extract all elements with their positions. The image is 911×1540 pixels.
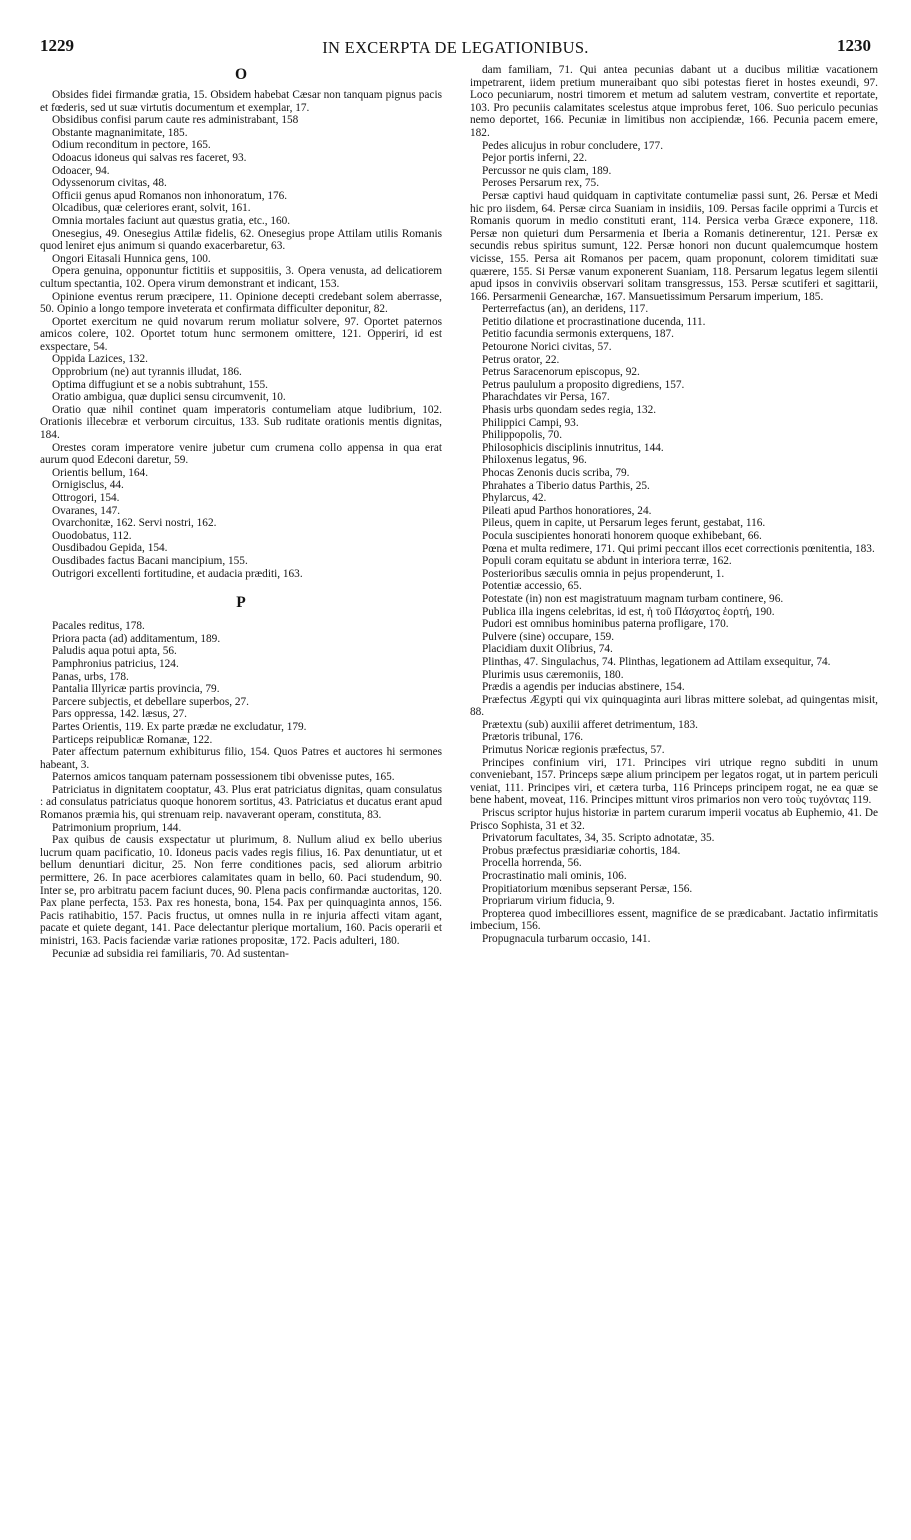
index-entry: Paternos amicos tanquam paternam possessionem tibi obvenisse putes, 165. xyxy=(52,771,395,784)
index-entry: Obsides fidei firmandæ gratia, 15. Obsidem habebat Cæsar non tanquam pignus pacis et fœderis, sed ut suæ virtutis documentum et exemplar, 17. xyxy=(40,89,442,114)
index-entry: dam familiam, 71. Qui antea pecunias dabant ut a ducibus militiæ vacationem impetrarent, iidem pretium muneraibant quo sibi potestas fieret in hostes exeundi, 97. Loco pecuniarum, nostri timorem et metum ad salutem vestram, convertite et reportate, 103. Pro pecuniis calamitates scelestus atque improbus feret, 106. Suo periculo pecunias nemo deportet, 166. Pecuniæ in limitibus non accipiendæ, 166. Pecunia pacem emere, 182. xyxy=(470,64,878,139)
index-entry: Philippici Campi, 93. xyxy=(482,416,579,429)
index-entry: Pocula suscipientes honorati honorem quoque exhibebant, 66. xyxy=(482,529,762,542)
section-letter-o: O xyxy=(234,66,248,83)
index-entry: Petrus paululum a proposito digrediens, 157. xyxy=(482,378,685,391)
index-entry: Patrimonium proprium, 144. xyxy=(52,821,182,834)
index-entry: Odyssenorum civitas, 48. xyxy=(52,177,167,190)
index-column-left xyxy=(40,64,442,1524)
index-entry: Propugnacula turbarum occasio, 141. xyxy=(482,932,651,945)
index-entry: Potentiæ accessio, 65. xyxy=(482,580,582,593)
index-entry: Orientis bellum, 164. xyxy=(52,466,149,479)
index-entry: Pudori est omnibus hominibus paterna profligare, 170. xyxy=(482,618,729,631)
index-entry: Perterrefactus (an), an deridens, 117. xyxy=(482,303,649,316)
index-entry: Persæ captivi haud quidquam in captivitate contumeliæ passi sunt, 26. Persæ et Medi hic pro iisdem, 64. Persæ circa Suaniam in insidiis, 109. Persas facile opprimi a Turcis et Romanis quorum in medio constituti erant, 114. Persica verba Græce exponere, 118. Persæ non quieturi dum Persarmenia et Iberia a Romanis detinerentur, 121. Persæ ex secundis rebus spiritus sumunt, 122. Persæ honori non ducunt qualemcumque hostem vicisse, 155. Persa ait Romanos per pacem, quam proponunt, colorem timiditati suæ quærere, 155. Si Persæ vanum exponerent Suaniam, 118. Persarum legatus legem silentii apud ipsos in conviviis observari solitam transgressus, 153. Persæ scutiferi et sagittarii, 166. Persarmenii Genearchæ, 167. Mansuetissimum Persarum imperium, 185. xyxy=(470,189,878,303)
index-entry: Ousdibades factus Bacani mancipium, 155. xyxy=(52,554,248,567)
index-entry: Ouodobatus, 112. xyxy=(52,529,132,542)
index-column-right xyxy=(470,64,878,1538)
index-entry: Percussor ne quis clam, 189. xyxy=(482,164,612,177)
index-entry: Primutus Noricæ regionis præfectus, 57. xyxy=(482,744,665,757)
page-number-right: 1230 xyxy=(837,36,871,55)
index-entry: Pecuniæ ad subsidia rei familiaris, 70. Ad sustentan- xyxy=(52,947,289,960)
index-entry: Particeps reipublicæ Romanæ, 122. xyxy=(52,733,213,746)
index-entry: Pamphronius patricius, 124. xyxy=(52,657,179,670)
index-entry: Oppida Lazices, 132. xyxy=(52,353,148,366)
index-entry: Optima diffugiunt et se a nobis subtrahunt, 155. xyxy=(52,378,268,391)
index-entry: Placidiam duxit Olibrius, 74. xyxy=(482,643,613,656)
index-entry: Pulvere (sine) occupare, 159. xyxy=(482,630,615,643)
index-entry: Petrus orator, 22. xyxy=(482,353,560,366)
index-entry: Petitio dilatione et procrastinatione ducenda, 111. xyxy=(482,315,706,328)
page-header xyxy=(40,36,871,60)
index-entry: Pharachdates vir Persa, 167. xyxy=(482,391,610,404)
index-entry: Pejor portis inferni, 22. xyxy=(482,152,588,165)
index-entry: Ongori Eitasali Hunnica gens, 100. xyxy=(52,252,211,265)
index-entry: Onesegius, 49. Onesegius Attilæ fidelis, 62. Onesegius prope Attilam utilis Romanis quod leniret ejus animum si quando exacerbaretur, 63. xyxy=(40,227,442,253)
index-entry: Pileus, quem in capite, ut Persarum leges ferunt, gestabat, 116. xyxy=(482,517,766,530)
index-entry: Obsidibus confisi parum caute res administrabant, 158 xyxy=(52,114,299,127)
index-entry: Plinthas, 47. Singulachus, 74. Plinthas, legationem ad Attilam exsequitur, 74. xyxy=(482,655,831,668)
index-entry: Plurimis usus cæremoniis, 180. xyxy=(482,668,624,681)
o-entries xyxy=(40,89,442,580)
index-entry: Pax quibus de causis exspectatur ut plurimum, 8. Nullum aliud ex bello uberius lucrum quam pacificatio, 10. Idoneus pacis vades regis filius, 16. Pax denuntiatur, ut et bellum denuntiari dicitur, 25. Non ferre conditiones pacis, sed aliorum arbitrio permittere, 26. In pace acerbiores calamitates quam in bello, 60. Paci studendum, 90. Inter se, pro arbitratu pacem faciunt duces, 90. Plena pacis confirmandæ auctoritas, 120. Pax plane perfecta, 153. Pax res honesta, bona, 154. Pax per quinquaginta annos, 156. Pacis ratihabitio, 157. Pacis fructus, ut omnes nulla in re injuria affecti vitam agant, pacate et quiete degant, 141. Pace delectantur plerique mortalium, 160. Pacis operarii et ministri, 163. Pacis faciendæ variæ rationes propositæ, 172. Pacis adulteri, 180. xyxy=(40,834,442,947)
index-entry: Philosophicis disciplinis innutritus, 144. xyxy=(482,441,664,454)
index-entry: Paludis aqua potui apta, 56. xyxy=(52,645,177,658)
index-entry: Ornigisclus, 44. xyxy=(52,479,124,492)
index-entry: Opprobrium (ne) aut tyrannis illudat, 186. xyxy=(52,366,242,379)
index-entry: Procella horrenda, 56. xyxy=(482,857,582,870)
index-entry: Publica illa ingens celebritas, id est, ἡ τοῦ Πάσχατος ἑορτή, 190. xyxy=(482,605,775,618)
index-entry: Panas, urbs, 178. xyxy=(52,670,129,683)
index-entry: Pater affectum paternum exhibiturus filio, 154. Quos Patres et auctores hi sermones habeant, 3. xyxy=(40,746,442,771)
index-entry: Odoacer, 94. xyxy=(52,164,110,177)
index-entry: Posterioribus sæculis omnia in pejus propenderunt, 1. xyxy=(482,567,725,580)
index-entry: Patriciatus in dignitatem cooptatur, 43. Plus erat patriciatus dignitas, quam consulatus : ad consulatus patriciatus quoque honorem sortitus, 43. Patriciatus et ducatus erant apud Romanos præmia his, qui strenuam reip. navaverant operam, constituta, 83. xyxy=(40,783,442,822)
index-entry: Obstante magnanimitate, 185. xyxy=(52,126,188,139)
index-entry: Petitio facundia sermonis exterquens, 187. xyxy=(482,328,675,341)
index-entry: Phrahates a Tiberio datus Parthis, 25. xyxy=(482,479,650,492)
index-entry: Populi coram equitatu se abdunt in interiora terræ, 162. xyxy=(482,555,732,568)
index-entry: Philoxenus legatus, 96. xyxy=(482,454,587,467)
index-entry: Probus præfectus præsidiariæ cohortis, 184. xyxy=(482,844,681,857)
index-entry: Prætextu (sub) auxilii afferet detrimentum, 183. xyxy=(482,718,698,731)
index-entry: Priscus scriptor hujus historiæ in partem curarum imperii vocatus ab Euphemio, 41. De Prisco Sophista, 31 et 32. xyxy=(470,807,878,832)
index-entry: Parcere subjectis, et debellare superbos, 27. xyxy=(52,695,249,708)
index-entry: Procrastinatio mali ominis, 106. xyxy=(482,870,627,882)
index-entry: Propriarum virium fiducia, 9. xyxy=(482,895,615,908)
index-entry: Ousdibadou Gepida, 154. xyxy=(52,542,168,555)
index-entry: Pedes alicujus in robur concludere, 177. xyxy=(482,139,664,152)
section-letter-p: P xyxy=(236,594,246,612)
index-entry: Priora pacta (ad) additamentum, 189. xyxy=(52,632,221,645)
index-entry: Pileati apud Parthos honoratiores, 24. xyxy=(482,504,652,517)
index-entry: Petrus Saracenorum episcopus, 92. xyxy=(482,366,640,379)
index-entry: Prætoris tribunal, 176. xyxy=(482,731,584,744)
index-entry: Peroses Persarum rex, 75. xyxy=(482,177,600,190)
index-entry: Ovarchonitæ, 162. Servi nostri, 162. xyxy=(52,517,217,530)
index-entry: Privatorum facultates, 34, 35. Scripto adnotatæ, 35. xyxy=(482,832,715,845)
index-entry: Partes Orientis, 119. Ex parte prædæ ne excludatur, 179. xyxy=(52,720,307,733)
index-entry: Orestes coram imperatore venire jubetur cum crumena collo appensa in qua erat aurum quod Edeconi daretur, 59. xyxy=(40,441,442,467)
index-entry: Ovaranes, 147. xyxy=(52,504,121,517)
index-entry: Propterea quod imbecilliores essent, magnifice de se prædicabant. Jactatio infirmitatis imbecium, 156. xyxy=(470,907,878,933)
index-entry: Pœna et multa redimere, 171. Qui primi peccant illos ecet correctionis pœnitentia, 183. xyxy=(482,542,875,555)
index-entry: Pacales reditus, 178. xyxy=(52,620,145,633)
index-entry: Prædis a agendis per inducias abstinere, 154. xyxy=(482,681,685,694)
p-entries xyxy=(40,620,442,960)
index-entry: Philippopolis, 70. xyxy=(482,429,563,442)
index-entry: Oportet exercitum ne quid novarum rerum moliatur solvere, 97. Oportet paternos amicos colere, 102. Oportet totum hunc sermonem omittere, 121. Opperiri, id est exspectare, 54. xyxy=(40,315,442,353)
index-entry: Propitiatorium mœnibus sepserant Persæ, 156. xyxy=(482,882,693,895)
index-entry: Ottrogori, 154. xyxy=(52,492,120,504)
index-entry: Pantalia Illyricæ partis provincia, 79. xyxy=(52,683,220,696)
index-entry: Phasis urbs quondam sedes regia, 132. xyxy=(482,404,657,417)
index-entry: Opera genuina, opponuntur fictitiis et suppositiis, 3. Opera venusta, ad delicatiorem cultum spectantia, 102. Opera virum demonstrant et indicant, 153. xyxy=(40,265,442,290)
index-entry: Præfectus Ægypti qui vix quinquaginta auri libras mittere solebat, ad quingentas misit, 88. xyxy=(470,693,878,719)
right-entries xyxy=(470,64,878,946)
index-entry: Olcadibus, quæ celeriores erant, solvit, 161. xyxy=(52,202,251,215)
index-entry: Phocas Zenonis ducis scriba, 79. xyxy=(482,467,630,479)
index-entry: Odium reconditum in pectore, 165. xyxy=(52,139,211,152)
index-entry: Oratio quæ nihil continet quam imperatoris contumeliam atque ludibrium, 102. Orationis illecebræ et verborum circuitus, 133. Sub ruditate orationis mentis dignitas, 184. xyxy=(40,403,442,442)
index-entry: Odoacus idoneus qui salvas res faceret, 93. xyxy=(52,151,247,164)
index-entry: Officii genus apud Romanos non inhonoratum, 176. xyxy=(52,189,288,202)
index-entry: Oratio ambigua, quæ duplici sensu circumvenit, 10. xyxy=(52,391,286,404)
index-entry: Petourone Norici civitas, 57. xyxy=(482,341,612,354)
index-entry: Omnia mortales faciunt aut quæstus gratia, etc., 160. xyxy=(52,214,291,227)
index-entry: Potestate (in) non est magistratuum magnam turbam continere, 96. xyxy=(482,592,784,605)
index-entry: Phylarcus, 42. xyxy=(482,492,547,505)
index-entry: Opinione eventus rerum præcipere, 11. Opinione decepti credebant solem aberrasse, 50. Opinio a longo tempore inveterata et confirmata difficulter deponitur, 82. xyxy=(40,290,442,316)
index-entry: Pars oppressa, 142. læsus, 27. xyxy=(52,708,187,721)
running-title: IN EXCERPTA DE LEGATIONIBUS. xyxy=(322,38,589,57)
page-number-left: 1229 xyxy=(40,36,74,55)
index-entry: Principes confinium viri, 171. Principes viri utrique regno subditi in unum conveniebant, 157. Princeps sæpe alium principem per legatos rogat, ut in partem periculi veniat, 111. Principes viri, et cætera turba, 116 Princeps principem rogat, ne ea quæ se bene habent, moveat, 116. Principes mittunt viros primarios non vero τοὺς τυχόντας 119. xyxy=(470,756,878,807)
index-entry: Outrigori excellenti fortitudine, et audacia præditi, 163. xyxy=(52,567,303,580)
